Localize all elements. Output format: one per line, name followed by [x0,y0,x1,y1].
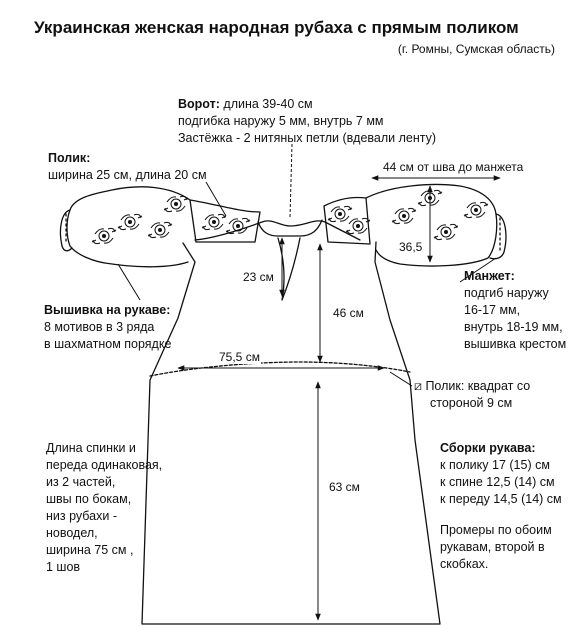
note-promery-line: скобках. [440,557,489,571]
note-vyshivka-heading: Вышивка на рукаве: [44,303,171,317]
slit-label: 23 см [243,270,274,284]
square-hatch-icon: ⧄ [414,379,422,393]
note-manzhet-line: внутрь 18-19 мм, [464,320,563,334]
note-dlina [46,440,162,576]
note-dlina-line: переда одинаковая, [46,458,163,472]
note-polik-line: ширина 25 см, длина 20 см [48,168,207,182]
note-promery [440,522,552,573]
body-outline [142,242,440,624]
diagram-title: Украинская женская народная рубаха с прямым поликом [34,18,519,37]
yoke-to-waist-label: 46 см [333,306,364,320]
note-manzhet-line: подгиб наружу [464,286,549,300]
sleeve-length-label: 44 см от шва до манжета [383,160,524,174]
note-sborki-heading: Сборки рукава: [440,441,536,455]
note-vorot-line: подгибка наружу 5 мм, внутрь 7 мм [178,114,384,128]
sleeve-motif [164,196,188,211]
yoke-motif [202,214,226,229]
yoke-motif [346,218,370,233]
note-vyshivka-line: в шахматном порядке [44,337,172,351]
vorot-leader [290,144,292,218]
note-polik [48,150,207,184]
yoke-motif [226,218,250,233]
note-promery-line: Промеры по обоим [440,523,552,537]
note-dlina-line: 1 шов [46,560,81,574]
note-manzhet [464,268,566,353]
sleeve-motif [464,202,488,217]
vyshivka-leader [118,264,140,300]
note-polik-square-line: стороной 9 см [430,396,513,410]
note-vorot-line: Застёжка - 2 нитяных петли (вдевали ленту) [178,131,437,145]
chest-width-label: 75,5 см [219,350,260,364]
right-cuff [490,214,506,259]
note-dlina-line: швы по бокам, [46,492,132,506]
note-polik-square [414,378,530,412]
waist-seam [150,362,410,376]
note-dlina-line: из 2 частей, [46,475,116,489]
note-polik-heading: Полик: [48,151,91,165]
note-vorot-heading: Ворот: [178,97,220,111]
note-dlina-line: Длина спинки и [46,441,136,455]
yoke-motif [328,206,352,221]
sleeve-motif [118,214,142,229]
note-manzhet-line: 16-17 мм, [464,303,521,317]
sleeve-motif [434,224,458,239]
lower-length-label: 63 см [329,480,360,494]
note-vyshivka [44,302,171,353]
sleeve-motif [92,228,116,243]
note-promery-line: рукавам, второй в [440,540,545,554]
note-vyshivka-line: 8 мотивов в 3 ряда [44,320,155,334]
sleeve-width-label: 36,5 [399,240,423,254]
note-manzhet-heading: Манжет: [464,269,515,283]
note-sborki-line: к полику 17 (15) см [440,458,550,472]
note-vorot-heading-rest: длина 39-40 см [223,97,313,111]
note-vorot [178,96,436,147]
yoke-band-left [190,200,260,242]
note-manzhet-line: вышивка крестом [464,337,567,351]
sleeve-motif [148,222,172,237]
note-dlina-line: ширина 75 см , [46,543,134,557]
note-polik-square-line: Полик: квадрат со [425,379,531,393]
neck-slit [278,238,300,300]
diagram-subtitle: (г. Ромны, Сумская область) [397,42,555,56]
note-dlina-line: новодел, [46,526,98,540]
note-dlina-line: низ рубахи - [46,509,117,523]
note-sborki [440,440,562,508]
polik-leader [206,182,226,216]
note-sborki-line: к спине 12,5 (14) см [440,475,555,489]
note-sborki-line: к переду 14,5 (14) см [440,492,562,506]
sleeve-motif [392,208,416,223]
yoke-line [195,221,360,240]
